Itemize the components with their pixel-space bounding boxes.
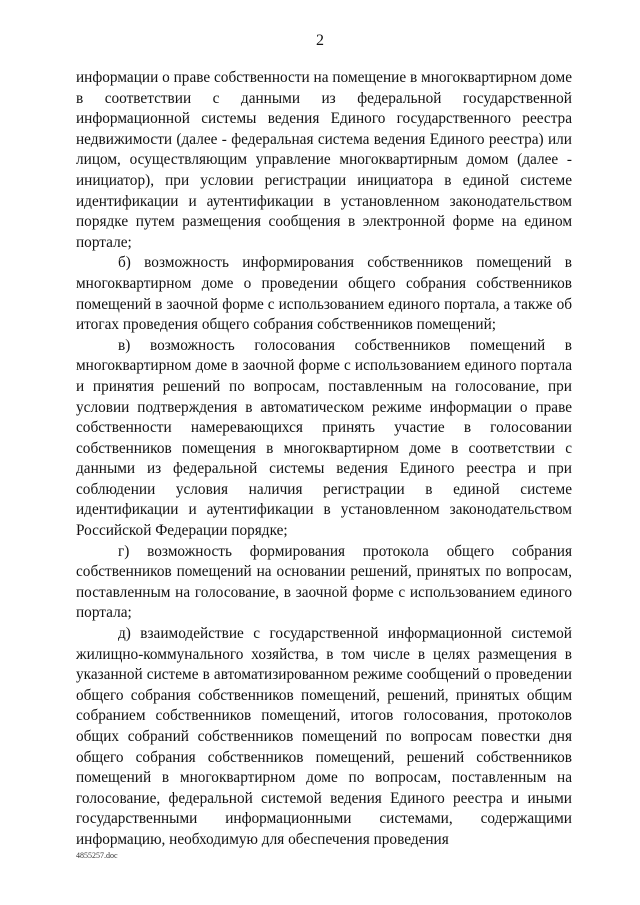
paragraph-item-v: в) возможность голосования собственников помещений в многоквартирном доме в заочной форме с использованием единого портала и принятия решений по вопросам, поставленным на голосование, при условии подтверждения в автоматическом режиме информации о праве собственности намеревающихся принять участие в голосовании собственников помещения в многоквартирном доме в соответствии с данными из федеральной системы ведения Единого реестра и при соблюдении условия наличия регистрации в единой системе идентификации и аутентификации в установленном законодательством Российской Федерации порядке; <box>76 336 572 540</box>
document-body <box>76 68 572 851</box>
document-footer-filename: 4855257.doc <box>76 851 118 860</box>
paragraph-item-g: г) возможность формирования протокола общего собрания собственников помещений на основании решений, принятых по вопросам, поставленным на голосование, в заочной форме с использованием единого портала; <box>76 542 572 622</box>
paragraph-continuation: информации о праве собственности на помещение в многоквартирном доме в соответствии с данными из федеральной государственной информационной системы ведения Единого государственного реестра недвижимости (далее - федеральная система ведения Единого реестра) или лицом, осуществляющим управление многоквартирным домом (далее - инициатор), при условии регистрации инициатора в единой системе идентификации и аутентификации в установленном законодательством порядке путем размещения сообщения в электронной форме на едином портале; <box>76 69 572 251</box>
page-number: 2 <box>316 32 324 49</box>
paragraph-item-d: д) взаимодействие с государственной информационной системой жилищно-коммунального хозяйства, в том числе в целях размещения в указанной системе в автоматизированном режиме сообщений о проведении общего собрания собственников помещений, решений, принятых общим собранием собственников помещений, итогов голосования, протоколов общих собраний собственников помещений по вопросам повестки дня общего собрания собственников помещений, решений собственников помещений в многоквартирном доме по вопросам, поставленным на голосование, федеральной системой ведения Единого реестра и иными государственными информационными системами, содержащими информацию, необходимую для обеспечения проведения <box>76 625 572 848</box>
paragraph-item-b: б) возможность информирования собственников помещений в многоквартирном доме о проведении общего собрания собственников помещений в заочной форме с использованием единого портала, а также об итогах проведения общего собрания собственников помещений; <box>76 254 572 334</box>
